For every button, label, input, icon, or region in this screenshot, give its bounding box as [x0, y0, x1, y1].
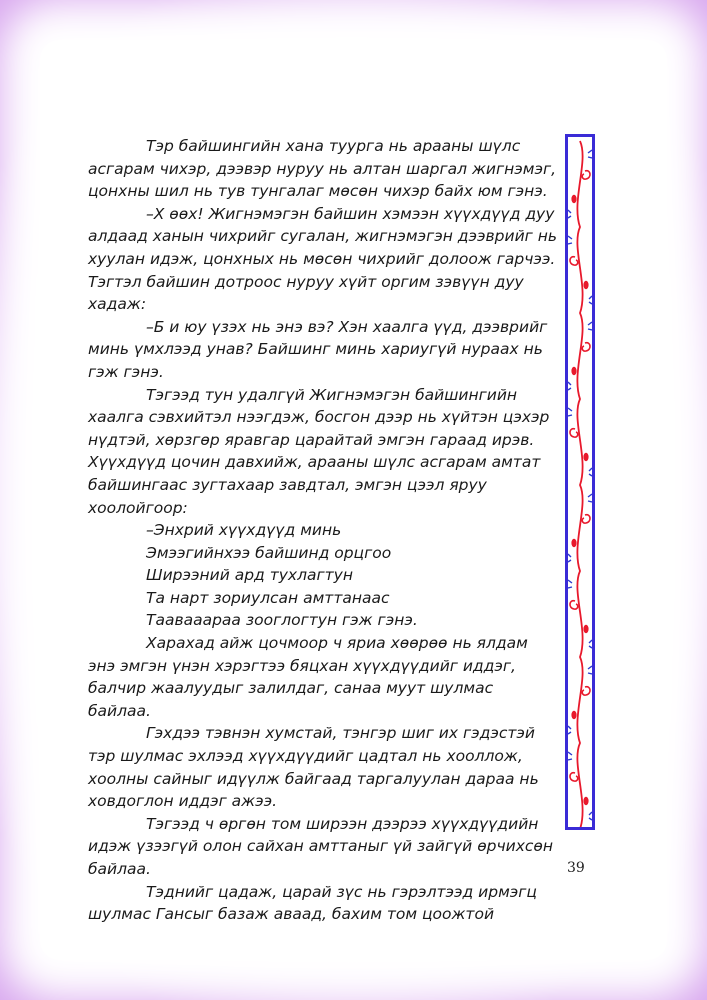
text-line: хуулан идэж, цонхных нь мөсөн чихрийг долоож гарчээ. [88, 249, 556, 268]
text-line: Таавааараа зооглогтун гэж гэнэ. [146, 611, 418, 630]
text-line: Тэднийг цадаж, царай зүс нь гэрэлтээд ирмэгц [146, 882, 537, 901]
text-line: байшингаас зугтахаар завдтал, эмгэн цээл яруу [88, 475, 487, 494]
vine-leaf [589, 468, 592, 476]
vine-bud [571, 195, 576, 203]
vine-bud [571, 711, 576, 719]
story-text [88, 135, 557, 926]
vine-leaf [589, 640, 592, 648]
text-line: Ширээний ард тухлагтун [146, 566, 353, 585]
vine-leaf [568, 408, 572, 416]
vine-bud [583, 797, 588, 805]
vine-leaf [568, 210, 571, 218]
text-line: –Х өөх! Жигнэмэгэн байшин хэмээн хүүхдүүд дуу [146, 204, 555, 223]
vine-bud [571, 539, 576, 547]
text-line: Тэр байшингийн хана туурга нь арааны шүлс [146, 137, 521, 155]
vine-leaf [589, 812, 592, 820]
vine-leaf [588, 150, 592, 158]
vine-leaf [588, 322, 592, 330]
text-line: хоолны сайныг идүүлж байгаад таргалуулан дараа нь [88, 769, 539, 788]
text-line: байлаа. [88, 860, 151, 878]
text-line: идэж үзээгүй олон сайхан амттаныг үй зайгүй өрчихсөн [88, 837, 554, 856]
text-line: –Энхрий хүүхдүүд минь [146, 521, 342, 540]
vine-stem [577, 141, 582, 827]
text-line: хадаж: [88, 295, 147, 314]
vine-curl [570, 257, 578, 265]
text-line: байлаа. [88, 701, 151, 720]
page-number: 39 [567, 860, 585, 876]
vine-leaf [568, 382, 571, 390]
text-line: балчир жаалуудыг залилдаг, санаа муут шулмас [88, 679, 494, 698]
vine-curl [582, 343, 590, 351]
vine-leaf [588, 666, 592, 674]
text-line: Та нарт зориулсан амттанаас [146, 588, 390, 607]
text-line: энэ эмгэн үнэн хэрэгтээ бяцхан хүүхдүүдийг иддэг, [88, 656, 516, 675]
vine-leaf [568, 726, 571, 734]
vine-leaf [568, 580, 572, 588]
vine-leaf [568, 554, 571, 562]
vine-curl [570, 601, 578, 609]
text-line: минь үмхлээд унав? Байшинг минь хариугүй нураах нь [88, 340, 543, 359]
text-line: нүдтэй, хөрзгөр яравгар царайтай эмгэн гараад ирэв. [88, 430, 535, 449]
vine-bud [583, 625, 588, 633]
text-line: Тэгтэл байшин дотроос нуруу хүйт оргим зэвүүн дуу [88, 272, 524, 291]
text-line: хоолойгоор: [88, 498, 188, 517]
vine-bud [583, 281, 588, 289]
text-line: Тэгээд ч өргөн том ширээн дээрээ хүүхдүүдийн [146, 814, 539, 833]
vine-curl [582, 687, 590, 695]
vine-curl [582, 515, 590, 523]
vine-leaf [568, 236, 572, 244]
vine-leaf [589, 296, 592, 304]
text-line: Хүүхдүүд цочин давхийж, арааны шүлс асгарам амтат [88, 453, 541, 472]
text-line: хаалга сэвхийтэл нээгдэж, босгон дээр нь хүйтэн цэхэр [88, 408, 550, 427]
vine-bud [583, 453, 588, 461]
text-line: Харахад айж цочмоор ч яриа хөөрөө нь ялдам [146, 634, 528, 653]
vine-curl [570, 773, 578, 781]
vine-leaf [568, 752, 572, 760]
text-line: Тэгээд тун удалгүй Жигнэмэгэн байшингийн [146, 385, 518, 404]
vine-bud [571, 367, 576, 375]
decorative-border-panel [565, 134, 595, 830]
text-line: Эмээгийнхээ байшинд орцгоо [146, 543, 392, 562]
vine-leaf [588, 494, 592, 502]
text-line: цонхны шил нь тув тунгалаг мөсөн чихэр байх юм гэнэ. [88, 182, 548, 201]
text-line: тэр шулмас эхлээд хүүхдүүдийг цадтал нь хооллож, [88, 747, 523, 766]
text-line: Гэхдээ тэвнэн хумстай, тэнгэр шиг их гэдэстэй [146, 724, 535, 743]
text-line: шулмас Гансыг базаж аваад, бахим том цоожтой [88, 905, 495, 924]
vine-curl [570, 429, 578, 437]
vine-ornament-icon [568, 137, 592, 827]
text-line: алдаад ханын чихрийг сугалан, жигнэмэгэн дээврийг нь [88, 227, 557, 246]
vine-curl [582, 171, 590, 179]
text-line: –Б и юу үзэх нь энэ вэ? Хэн хаалга үүд, дээврийг [146, 317, 548, 336]
text-line: асгарам чихэр, дээвэр нуруу нь алтан шаргал жигнэмэг, [88, 159, 557, 178]
text-line: гэж гэнэ. [88, 362, 164, 381]
text-line: ховдоглон иддэг ажээ. [88, 792, 278, 811]
